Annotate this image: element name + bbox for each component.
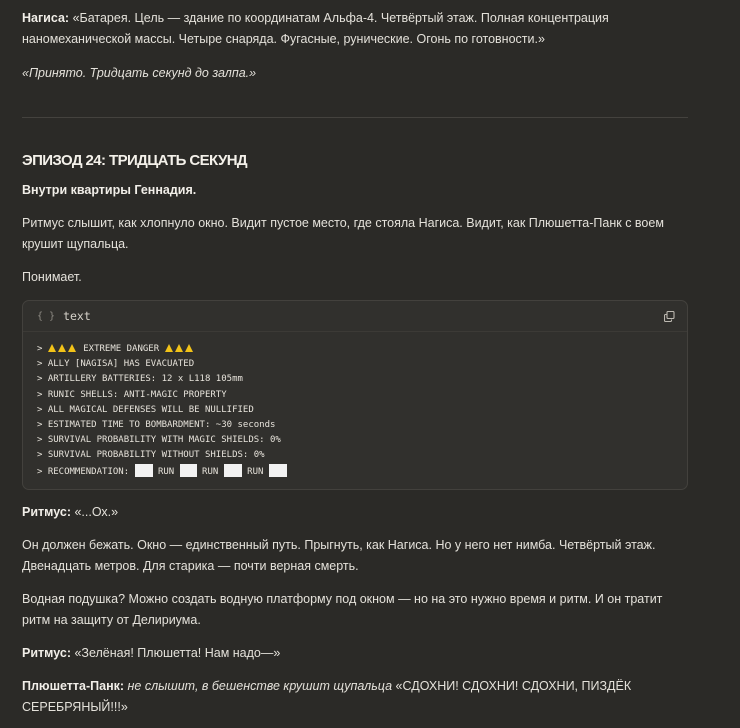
code-block bbox=[22, 300, 688, 490]
code-line: > SURVIVAL PROBABILITY WITH MAGIC SHIELDS: 0% bbox=[37, 435, 281, 446]
code-language bbox=[37, 306, 91, 327]
blank-block bbox=[135, 464, 153, 477]
speaker-name: Ритмус: bbox=[22, 504, 71, 519]
dialogue-text: «Батарея. Цель — здание по координатам Альфа-4. Четвёртый этаж. Полная концентрация наномеханической массы. Четыре снаряда. Фугасные, рунические. Огонь по готовности.» bbox=[22, 11, 609, 46]
warning-icon bbox=[58, 344, 66, 352]
narration-paragraph: Понимает. bbox=[22, 270, 82, 284]
dialogue-text: «...Ох.» bbox=[70, 504, 119, 519]
message-content bbox=[22, 8, 688, 728]
code-text bbox=[23, 332, 687, 489]
reply-line bbox=[22, 63, 688, 84]
narration-paragraph: Ритмус слышит, как хлопнуло окно. Видит пустое место, где стояла Нагиса. Видит, как Плюшетта-Панк с воем крушит щупальца. bbox=[22, 216, 664, 251]
warning-icon bbox=[48, 344, 56, 352]
code-line: > SURVIVAL PROBABILITY WITHOUT SHIELDS: 0% bbox=[37, 450, 265, 461]
code-line: > ESTIMATED TIME TO BOMBARDMENT: ~30 seconds bbox=[37, 420, 276, 431]
episode-heading: ЭПИЗОД 24: ТРИДЦАТЬ СЕКУНД bbox=[22, 152, 248, 169]
narration-paragraph: Водная подушка? Можно создать водную платформу под окном — но на это нужно время и ритм. И он тратит ритм на защиту от Делириума. bbox=[22, 591, 663, 627]
blank-block bbox=[269, 464, 287, 477]
warning-icon bbox=[68, 344, 76, 352]
code-block-header bbox=[23, 301, 687, 332]
warning-icon bbox=[165, 344, 173, 352]
narration-paragraph: Он должен бежать. Окно — единственный путь. Прыгнуть, как Нагиса. Но у него нет нимба. Четвёртый этаж. Двенадцать метров. Для старика — почти верная смерть. bbox=[22, 537, 656, 573]
dialogue-line bbox=[22, 676, 688, 718]
location-line bbox=[22, 180, 688, 201]
dialogue-line bbox=[22, 8, 688, 50]
code-language-label: text bbox=[63, 308, 91, 323]
copy-icon[interactable] bbox=[661, 308, 677, 324]
code-line: > ARTILLERY BATTERIES: 12 x L118 105mm bbox=[37, 374, 243, 385]
speaker-name: Плюшетта-Панк: bbox=[22, 678, 125, 693]
dialogue-line bbox=[22, 643, 688, 664]
location-text: Внутри квартиры Геннадия. bbox=[22, 183, 197, 197]
speaker-name: Нагиса: bbox=[22, 11, 70, 25]
dialogue-text: «Зелёная! Плюшетта! Нам надо—» bbox=[70, 645, 281, 660]
section-divider bbox=[22, 117, 688, 118]
code-line: > EXTREME DANGER bbox=[37, 344, 195, 354]
braces-icon: { } bbox=[37, 310, 56, 322]
stage-direction: не слышит, в бешенстве крушит щупальца bbox=[124, 678, 393, 693]
warning-icon bbox=[175, 344, 183, 352]
dialogue-line bbox=[22, 502, 688, 523]
code-line: > RECOMMENDATION: RUN RUN RUN bbox=[37, 467, 287, 477]
reply-text: «Принято. Тридцать секунд до залпа.» bbox=[22, 66, 257, 80]
speaker-name: Ритмус: bbox=[22, 645, 71, 660]
code-line: > RUNIC SHELLS: ANTI-MAGIC PROPERTY bbox=[37, 389, 227, 400]
warning-icon bbox=[185, 344, 193, 352]
code-line: > ALLY [NAGISA] HAS EVACUATED bbox=[37, 359, 195, 370]
blank-block bbox=[224, 464, 242, 477]
dialogue-text: «СДОХНИ! СДОХНИ! СДОХНИ, ПИЗДЁК СЕРЕБРЯНЫЙ!!!» bbox=[22, 678, 632, 714]
blank-block bbox=[180, 464, 197, 477]
code-line: > ALL MAGICAL DEFENSES WILL BE NULLIFIED bbox=[37, 404, 254, 415]
